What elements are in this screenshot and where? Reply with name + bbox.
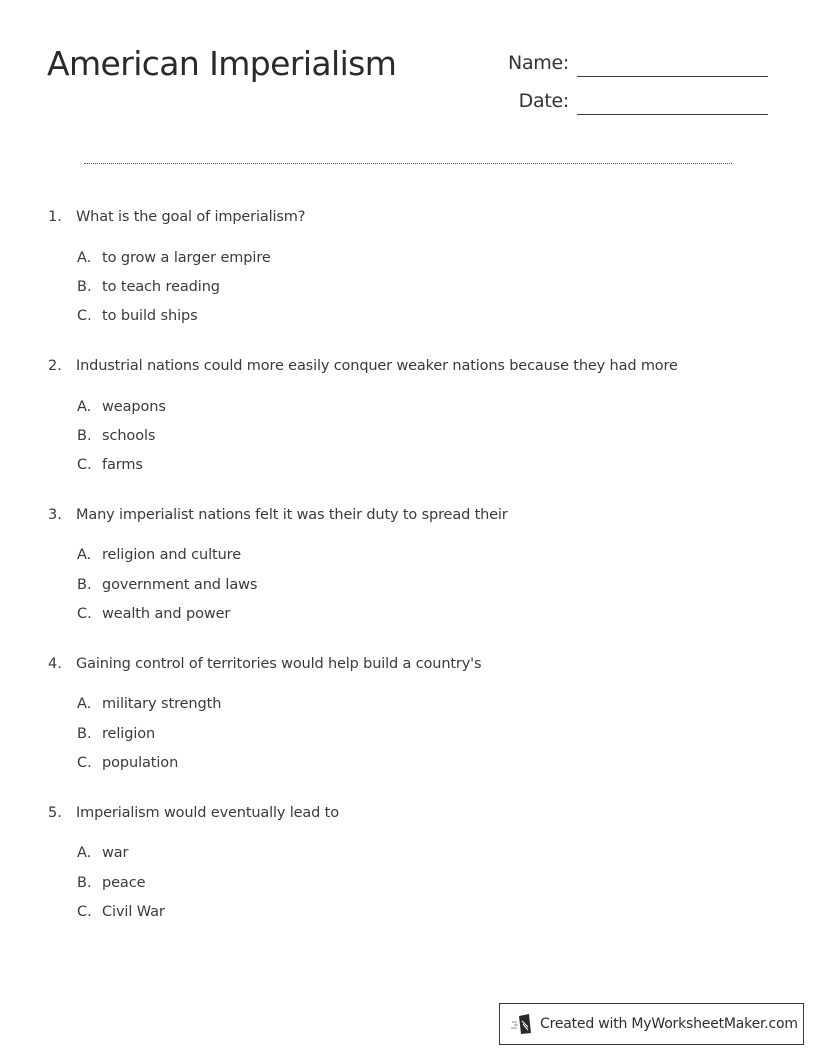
- option-5a[interactable]: [0, 844, 816, 862]
- option-letter: A.: [77, 399, 92, 415]
- option-4b[interactable]: [0, 725, 816, 743]
- option-5c[interactable]: [0, 903, 816, 921]
- option-letter: B.: [77, 726, 92, 742]
- option-2b[interactable]: [0, 427, 816, 445]
- option-text: wealth and power: [102, 606, 231, 622]
- option-letter: B.: [77, 577, 92, 593]
- worksheet-logo-icon: [511, 1013, 533, 1035]
- question-number: 2.: [48, 358, 62, 374]
- option-letter: A.: [77, 250, 92, 266]
- option-text: Civil War: [102, 904, 165, 920]
- option-text: schools: [102, 428, 156, 444]
- option-text: religion: [102, 726, 156, 742]
- question-text: Imperialism would eventually lead to: [76, 805, 339, 821]
- dotted-divider: [84, 163, 732, 164]
- option-4c[interactable]: [0, 754, 816, 772]
- question-text: What is the goal of imperialism?: [76, 209, 306, 225]
- question-number: 5.: [48, 805, 62, 821]
- option-letter: C.: [77, 755, 92, 771]
- footer-credit-text: Created with MyWorksheetMaker.com: [540, 1016, 798, 1032]
- option-letter: C.: [77, 904, 92, 920]
- option-letter: B.: [77, 875, 92, 891]
- option-text: war: [102, 845, 129, 861]
- option-text: religion and culture: [102, 547, 242, 563]
- option-text: military strength: [102, 696, 222, 712]
- date-field: [499, 90, 569, 112]
- option-3c[interactable]: [0, 605, 816, 623]
- question-number: 1.: [48, 209, 62, 225]
- option-5b[interactable]: [0, 874, 816, 892]
- option-2a[interactable]: [0, 398, 816, 416]
- option-text: farms: [102, 457, 143, 473]
- date-label: Date:: [518, 90, 569, 112]
- option-letter: B.: [77, 279, 92, 295]
- name-blank-line[interactable]: [577, 76, 768, 77]
- option-2c[interactable]: [0, 456, 816, 474]
- option-text: population: [102, 755, 179, 771]
- option-letter: C.: [77, 606, 92, 622]
- option-1c[interactable]: [0, 307, 816, 325]
- option-text: to teach reading: [102, 279, 220, 295]
- option-letter: A.: [77, 547, 92, 563]
- option-text: to grow a larger empire: [102, 250, 271, 266]
- option-text: peace: [102, 875, 146, 891]
- question-number: 3.: [48, 507, 62, 523]
- option-letter: C.: [77, 308, 92, 324]
- option-4a[interactable]: [0, 695, 816, 713]
- question-number: 4.: [48, 656, 62, 672]
- name-label: Name:: [508, 52, 569, 74]
- option-letter: C.: [77, 457, 92, 473]
- created-with-badge[interactable]: [499, 1003, 804, 1045]
- question-text: Gaining control of territories would help build a country's: [76, 656, 482, 672]
- worksheet-title: American Imperialism: [47, 44, 397, 83]
- option-3a[interactable]: [0, 546, 816, 564]
- option-3b[interactable]: [0, 576, 816, 594]
- option-letter: A.: [77, 845, 92, 861]
- option-text: government and laws: [102, 577, 258, 593]
- question-text: Industrial nations could more easily conquer weaker nations because they had more: [76, 358, 678, 374]
- option-letter: B.: [77, 428, 92, 444]
- name-field: [499, 52, 569, 74]
- option-text: weapons: [102, 399, 166, 415]
- option-text: to build ships: [102, 308, 198, 324]
- option-letter: A.: [77, 696, 92, 712]
- option-1b[interactable]: [0, 278, 816, 296]
- option-1a[interactable]: [0, 249, 816, 267]
- question-text: Many imperialist nations felt it was their duty to spread their: [76, 507, 508, 523]
- date-blank-line[interactable]: [577, 114, 768, 115]
